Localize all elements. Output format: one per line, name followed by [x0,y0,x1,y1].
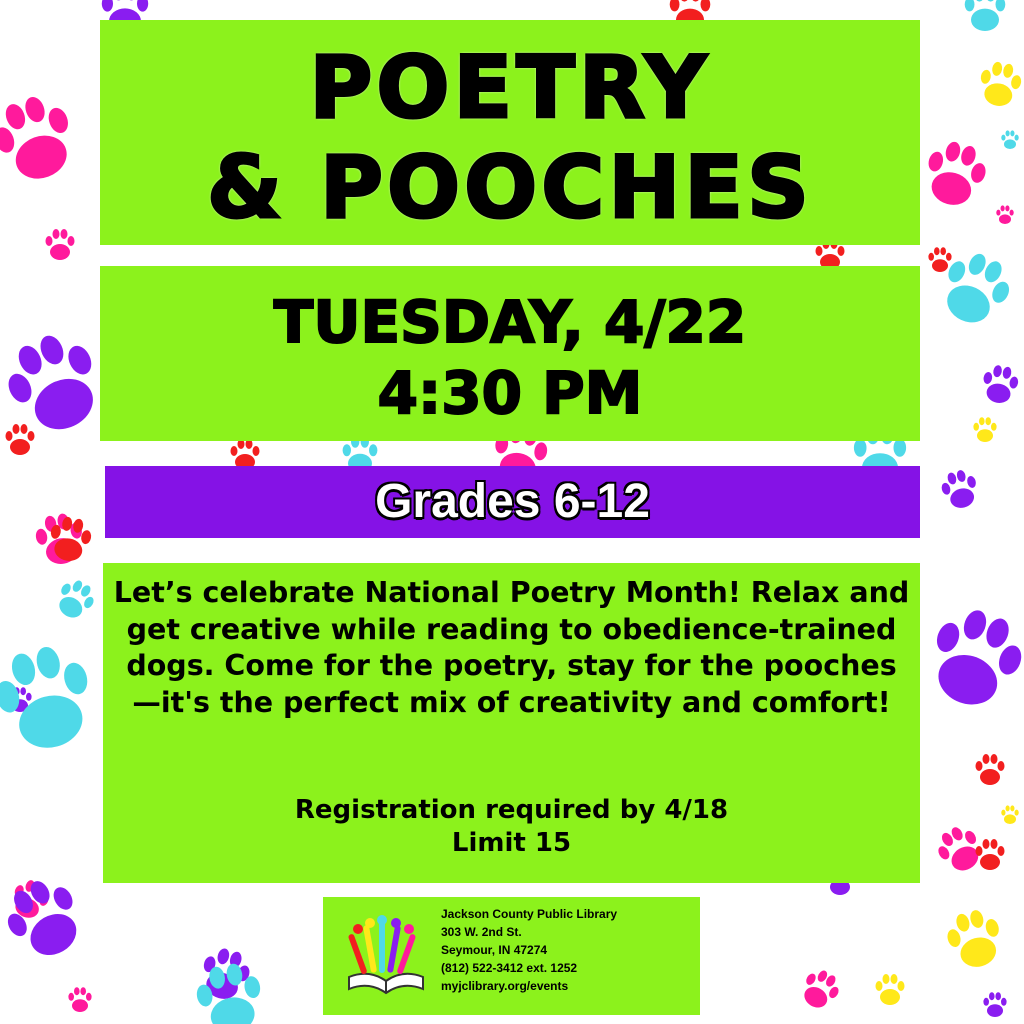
event-title-line-1: POETRY [309,38,711,138]
date-time-panel [100,266,920,441]
library-logo-open-book-icon [339,915,433,1003]
library-phone: (812) 522-3412 ext. 1252 [441,961,578,975]
event-time: 4:30 PM [377,359,643,427]
event-description: Let’s celebrate National Poetry Month! Relax and get creative while reading to obedience-trained dogs. Come for the poetry, stay for the pooches—it's the perfect mix of creativity and comfort! [113,576,910,719]
registration-note: Registration required by 4/18 [294,795,729,825]
title-panel [100,20,920,245]
library-info-panel [323,897,700,1015]
library-street: 303 W. 2nd St. [441,925,522,939]
library-contact [441,905,696,995]
audience-banner [105,466,920,538]
attendance-limit: Limit 15 [451,828,572,858]
audience-grades: Grades 6-12 [375,475,650,528]
details-panel [103,563,920,883]
event-title-line-2: & POOCHES [207,138,813,238]
library-name: Jackson County Public Library [441,907,618,921]
library-website[interactable]: myjclibrary.org/events [441,979,569,993]
library-city: Seymour, IN 47274 [441,943,548,957]
event-date: TUESDAY, 4/22 [273,288,747,356]
